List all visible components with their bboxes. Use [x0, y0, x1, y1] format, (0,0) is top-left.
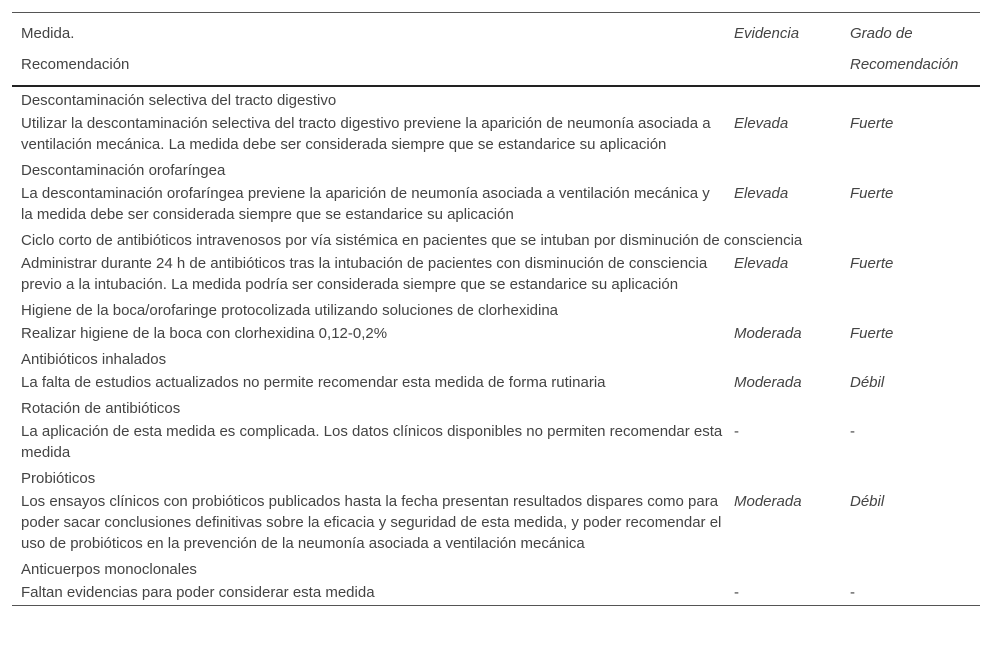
table-row [12, 181, 980, 227]
recommendation-text: La aplicación de esta medida es complicada. Los datos clínicos disponibles no permiten recomendar esta medida [21, 423, 723, 461]
category-row [12, 157, 980, 181]
category-label: Descontaminación orofaríngea [21, 162, 226, 179]
recommendation-text: Los ensayos clínicos con probióticos publicados hasta la fecha presentan resultados dispares como para poder sacar conclusiones definitivas sobre la eficacia y seguridad de esta medida, y poder recomendar el uso de probióticos en la prevención de la neumonía asociada a ventilación mecánica [21, 493, 722, 552]
table-header-row [12, 13, 980, 87]
header-grade-line2: Recomendación [850, 56, 959, 73]
table-row [12, 419, 980, 465]
evidence-value: Elevada [734, 255, 789, 272]
category-label: Ciclo corto de antibióticos intravenosos por vía sistémica en pacientes que se intuban por disminución de consciencia [21, 232, 803, 249]
grade-value: Débil [850, 374, 885, 391]
table-row [12, 111, 980, 157]
evidence-value: Elevada [734, 115, 789, 132]
recommendation-text: La falta de estudios actualizados no permite recomendar esta medida de forma rutinaria [21, 374, 606, 391]
recommendation-text: Administrar durante 24 h de antibióticos tras la intubación de pacientes con disminución de consciencia previo a la intubación. La medida podría ser considerada siempre que se estandarice su aplicación [21, 255, 708, 293]
grade-value: Fuerte [850, 115, 894, 132]
grade-value: Fuerte [850, 325, 894, 342]
table-row [12, 321, 980, 346]
category-label: Higiene de la boca/orofaringe protocolizada utilizando soluciones de clorhexidina [21, 302, 559, 319]
table-row [12, 370, 980, 395]
evidence-value: Moderada [734, 374, 802, 391]
category-label: Rotación de antibióticos [21, 400, 181, 417]
category-row [12, 86, 980, 111]
category-row [12, 556, 980, 580]
evidence-value: Moderada [734, 325, 802, 342]
header-grade-line1: Grado de [850, 25, 913, 42]
grade-value: Fuerte [850, 185, 894, 202]
header-measure-line2: Recomendación [21, 56, 130, 73]
table-row [12, 251, 980, 297]
header-measure [12, 13, 725, 87]
category-label: Anticuerpos monoclonales [21, 561, 197, 578]
grade-value: - [850, 423, 855, 440]
evidence-value: Elevada [734, 185, 789, 202]
grade-value: Débil [850, 493, 885, 510]
recommendation-text: La descontaminación orofaríngea previene la aparición de neumonía asociada a ventilación mecánica y la medida debe ser considerada siempre que se estandarice su aplicación [21, 185, 710, 223]
header-grade [841, 13, 980, 87]
table-row [12, 489, 980, 556]
table-row [12, 580, 980, 606]
recommendations-table-container [12, 12, 980, 606]
category-label: Descontaminación selectiva del tracto digestivo [21, 92, 337, 109]
recommendation-text: Realizar higiene de la boca con clorhexidina 0,12-0,2% [21, 325, 388, 342]
recommendations-table [12, 12, 980, 606]
category-label: Probióticos [21, 470, 96, 487]
recommendation-text: Utilizar la descontaminación selectiva del tracto digestivo previene la aparición de neumonía asociada a ventilación mecánica. La medida debe ser considerada siempre que se estandarice su aplicación [21, 115, 711, 153]
category-row [12, 346, 980, 370]
recommendation-text: Faltan evidencias para poder considerar esta medida [12, 580, 725, 606]
evidence-value: Moderada [734, 493, 802, 510]
category-row [12, 395, 980, 419]
header-measure-line1: Medida. [21, 25, 75, 42]
grade-value: Fuerte [850, 255, 894, 272]
category-row [12, 465, 980, 489]
category-row [12, 297, 980, 321]
header-evidence: Evidencia [725, 13, 841, 87]
category-label: Antibióticos inhalados [21, 351, 167, 368]
grade-value: - [841, 580, 980, 606]
evidence-value: - [734, 423, 739, 440]
evidence-value: - [725, 580, 841, 606]
category-row [12, 227, 980, 251]
